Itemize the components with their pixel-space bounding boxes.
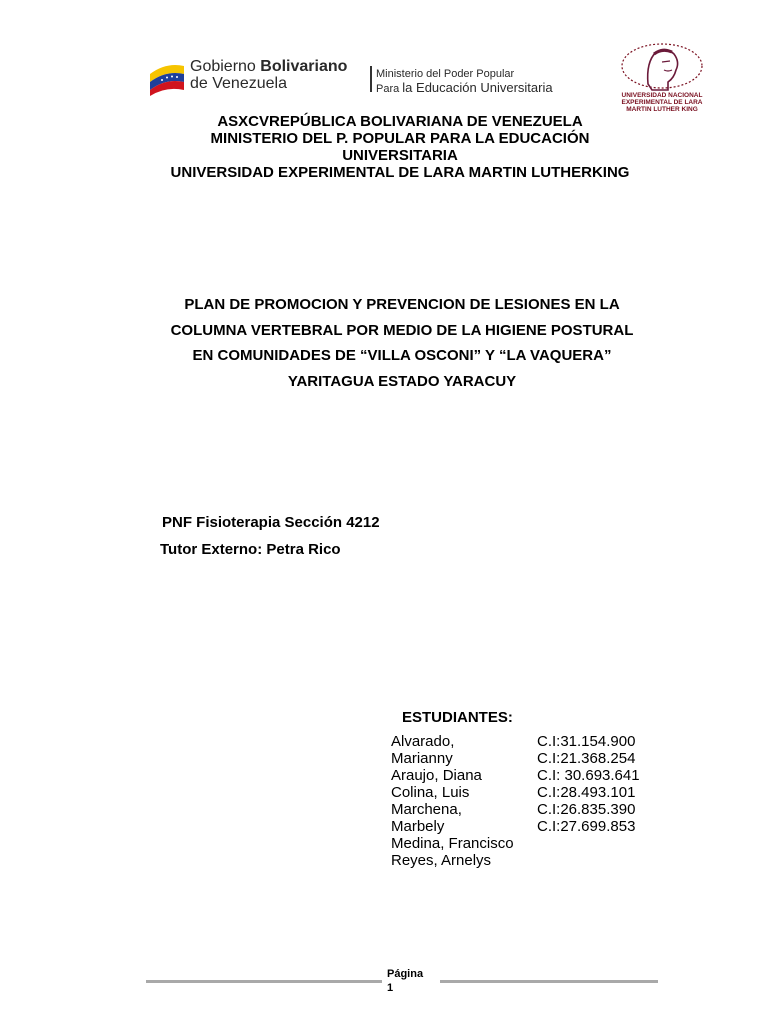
student-name: Marbely — [391, 818, 445, 835]
gov-line1-bold: Bolivariano — [260, 58, 348, 75]
gov-line1-prefix: Gobierno — [190, 58, 261, 75]
project-title — [140, 292, 664, 394]
student-id: C.I:31.154.900 — [537, 733, 636, 750]
title-line: COLUMNA VERTEBRAL POR MEDIO DE LA HIGIENE POSTURAL — [170, 321, 634, 339]
logo-separator — [370, 66, 372, 92]
students-heading: ESTUDIANTES: — [402, 709, 513, 726]
footer-rule-left — [146, 980, 382, 983]
institution-line: ASXCVREPÚBLICA BOLIVARIANA DE VENEZUELA — [217, 113, 583, 130]
univ-caption-line: MARTIN LUTHER KING — [626, 106, 698, 113]
title-line: EN COMUNIDADES DE “VILLA OSCONI” Y “LA VAQUERA” — [192, 347, 612, 364]
page-word: Página — [387, 968, 424, 980]
student-id: C.I:21.368.254 — [537, 750, 636, 767]
page-number — [387, 967, 423, 995]
student-id: C.I:28.493.101 — [537, 784, 636, 801]
student-id: C.I:27.699.853 — [537, 818, 636, 835]
univ-caption-line: EXPERIMENTAL DE LARA — [621, 99, 703, 106]
institution-line: MINISTERIO DEL P. POPULAR PARA LA EDUCACIÓN — [210, 130, 590, 147]
university-logo — [610, 40, 714, 116]
ministry-line2-main: la Educación Universitaria — [402, 80, 553, 95]
institution-line: UNIVERSITARIA — [342, 147, 458, 164]
mlk-portrait-icon — [610, 40, 714, 92]
student-id: C.I: 30.693.641 — [537, 767, 640, 784]
gov-line2: de Venezuela — [190, 75, 287, 92]
institution-line: UNIVERSIDAD EXPERIMENTAL DE LARA MARTIN LUTHERKING — [170, 164, 630, 181]
student-name: Alvarado, — [391, 733, 455, 750]
student-ids — [537, 733, 677, 835]
title-line: PLAN DE PROMOCION Y PREVENCION DE LESIONES EN LA — [184, 296, 620, 313]
student-name: Reyes, Arnelys — [391, 852, 492, 869]
student-name: Araujo, Diana — [391, 767, 482, 784]
student-name: Marianny — [391, 750, 453, 767]
univ-caption-line: UNIVERSIDAD NACIONAL — [621, 92, 703, 99]
student-id: C.I:26.835.390 — [537, 801, 636, 818]
student-name: Medina, Francisco — [391, 835, 514, 852]
external-tutor: Tutor Externo: Petra Rico — [160, 541, 341, 558]
student-name: Marchena, — [391, 801, 462, 818]
university-caption — [610, 92, 714, 113]
government-logo — [148, 56, 588, 100]
institution-header — [100, 113, 700, 181]
ministry-line1: Ministerio del Poder Popular — [376, 68, 515, 80]
venezuela-flag-icon — [148, 60, 186, 96]
ministry-line2-prefix: Para — [376, 83, 403, 95]
title-line: YARITAGUA ESTADO YARACUY — [287, 372, 517, 390]
government-name — [190, 58, 347, 92]
student-name: Colina, Luis — [391, 784, 470, 801]
footer-rule-right — [440, 980, 658, 983]
program-section: PNF Fisioterapia Sección 4212 — [162, 514, 380, 531]
ministry-name — [376, 68, 553, 96]
student-names — [391, 733, 531, 869]
page-number-value: 1 — [387, 982, 394, 994]
